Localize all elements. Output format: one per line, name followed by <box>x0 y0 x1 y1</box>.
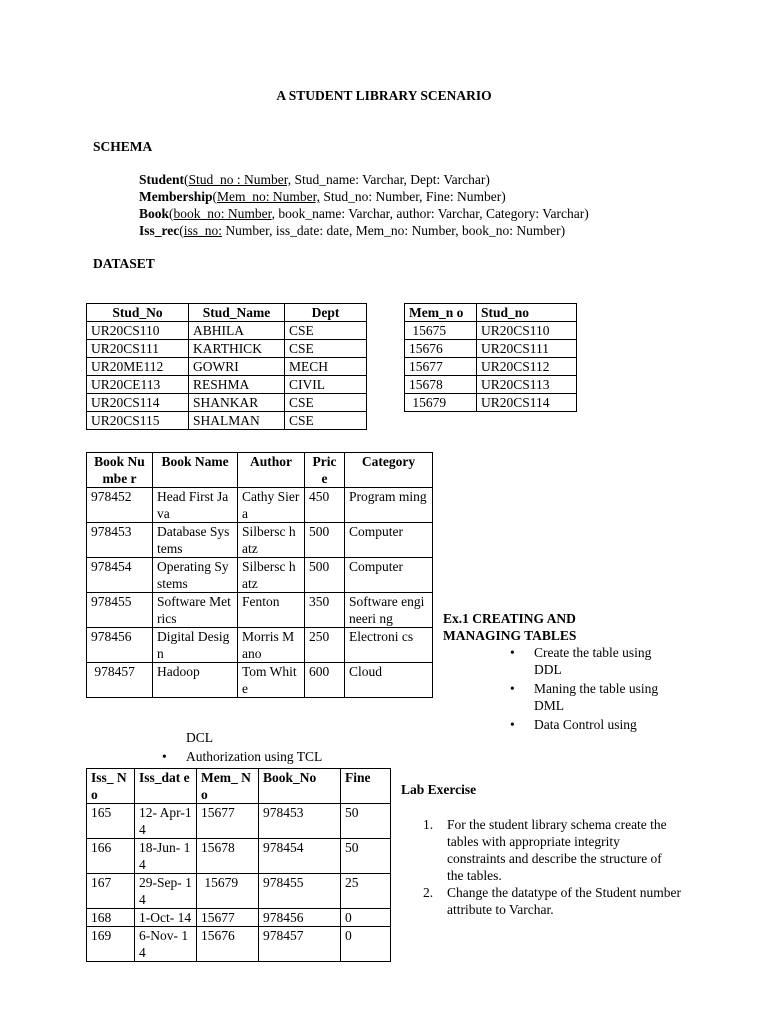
table-row <box>87 412 367 430</box>
table-cell: 50 <box>341 804 391 839</box>
table-cell: 15677 <box>405 358 477 376</box>
column-header: Stud_Name <box>189 304 285 322</box>
table-cell: ABHILA <box>189 322 285 340</box>
column-header: Book_No <box>259 769 341 804</box>
exercise1-bullet-after <box>158 748 398 765</box>
table-cell: Cloud <box>345 663 433 698</box>
table-cell: 6-Nov- 14 <box>135 927 197 962</box>
schema-line: Student(Stud_no : Number, Stud_name: Varchar, Dept: Varchar) <box>139 172 490 187</box>
table-cell: Computer <box>345 558 433 593</box>
column-header: Fine <box>341 769 391 804</box>
relation-name: Student <box>139 172 185 187</box>
table-cell: UR20CS115 <box>87 412 189 430</box>
table-row <box>405 376 577 394</box>
schema-line: Iss_rec(iss_no: Number, iss_date: date, Mem_no: Number, book_no: Number) <box>139 223 566 238</box>
item-text: Change the datatype of the Student number attribute to Varchar. <box>447 885 681 917</box>
lab-items <box>423 816 681 918</box>
table-cell: UR20CS114 <box>87 394 189 412</box>
table-cell: 15679 <box>405 394 477 412</box>
item-number: 2. <box>423 885 434 900</box>
table-cell: 978453 <box>259 804 341 839</box>
table-cell: UR20CS111 <box>87 340 189 358</box>
table-cell: Head First Java <box>153 488 238 523</box>
column-header: Mem_ No <box>197 769 259 804</box>
table-row <box>87 394 367 412</box>
table-cell: Program ming <box>345 488 433 523</box>
lab-heading: Lab Exercise <box>401 782 477 797</box>
relation-name: Book <box>139 206 170 221</box>
table-cell: CSE <box>285 322 367 340</box>
table-cell: RESHMA <box>189 376 285 394</box>
table-cell: 1-Oct- 14 <box>135 909 197 927</box>
table-header-row <box>87 453 433 488</box>
lab-item <box>423 816 681 884</box>
column-header: Mem_n o <box>405 304 477 322</box>
table-row <box>405 322 577 340</box>
table-cell: 978455 <box>259 874 341 909</box>
primary-key: iss_no: <box>183 223 223 238</box>
dataset-heading: DATASET <box>93 256 155 271</box>
table-cell: 978454 <box>259 839 341 874</box>
primary-key: Stud_no : Number, <box>188 172 292 187</box>
bullet-item: • Authorization using TCL <box>158 748 398 765</box>
table-cell: 250 <box>305 628 345 663</box>
primary-key: Mem_no: Number, <box>217 189 320 204</box>
column-header: Stud_No <box>87 304 189 322</box>
table-row <box>87 523 433 558</box>
table-cell: 168 <box>87 909 135 927</box>
attributes: Stud_name: Varchar, Dept: Varchar) <box>291 172 490 187</box>
table-cell: 978456 <box>259 909 341 927</box>
attributes: Number, iss_date: date, Mem_no: Number, book_no: Number) <box>222 223 566 238</box>
exercise1-bullets <box>506 644 676 735</box>
lab-item <box>423 884 681 918</box>
table-cell: 166 <box>87 839 135 874</box>
bullet-item: • Maning the table using DML <box>506 680 676 714</box>
table-cell: Hadoop <box>153 663 238 698</box>
table-cell: Software engineeri ng <box>345 593 433 628</box>
column-header: Dept <box>285 304 367 322</box>
table-header-row <box>405 304 577 322</box>
item-text: For the student library schema create the tables with appropriate integrity constraints and describe the structure of the tables. <box>447 817 667 883</box>
table-cell: 15679 <box>197 874 259 909</box>
table-cell: 15678 <box>405 376 477 394</box>
schema-line: Membership(Mem_no: Number, Stud_no: Number, Fine: Number) <box>139 189 506 204</box>
exercise1-heading <box>443 610 576 644</box>
table-cell: Software Metrics <box>153 593 238 628</box>
table-cell: SHALMAN <box>189 412 285 430</box>
table-cell: 29-Sep- 14 <box>135 874 197 909</box>
item-number: 1. <box>423 817 434 832</box>
column-header: Iss_dat e <box>135 769 197 804</box>
table-cell: 15677 <box>197 909 259 927</box>
table-cell: CSE <box>285 394 367 412</box>
relation-name: Membership <box>139 189 213 204</box>
table-cell: 978456 <box>87 628 153 663</box>
table-cell: 169 <box>87 927 135 962</box>
attributes: , book_name: Varchar, author: Varchar, Category: Varchar) <box>271 206 589 221</box>
table-cell: CSE <box>285 412 367 430</box>
table-cell: 50 <box>341 839 391 874</box>
schema-line: Book(book_no: Number, book_name: Varchar, author: Varchar, Category: Varchar) <box>139 206 589 221</box>
schema-heading: SCHEMA <box>93 139 153 154</box>
table-row <box>87 628 433 663</box>
table-cell: KARTHICK <box>189 340 285 358</box>
table-cell: 15677 <box>197 804 259 839</box>
table-cell: Silbersc hatz <box>238 558 305 593</box>
table-row <box>405 340 577 358</box>
table-cell: 450 <box>305 488 345 523</box>
table-row <box>87 909 391 927</box>
table-cell: 15676 <box>197 927 259 962</box>
table-cell: 978454 <box>87 558 153 593</box>
page-title: A STUDENT LIBRARY SCENARIO <box>276 88 492 103</box>
table-row <box>87 839 391 874</box>
issue-table <box>86 768 391 962</box>
student-table <box>86 303 367 430</box>
book-table <box>86 452 433 698</box>
bullet-item: • Data Control using <box>506 716 676 733</box>
table-cell: Fenton <box>238 593 305 628</box>
table-cell: 500 <box>305 558 345 593</box>
table-row <box>87 322 367 340</box>
table-cell: UR20CE113 <box>87 376 189 394</box>
table-cell: SHANKAR <box>189 394 285 412</box>
table-cell: 15676 <box>405 340 477 358</box>
table-row <box>87 488 433 523</box>
table-header-row <box>87 304 367 322</box>
bullet-item: • Create the table using DDL <box>506 644 676 678</box>
column-header: Stud_no <box>477 304 577 322</box>
table-cell: 0 <box>341 909 391 927</box>
column-header: Book Name <box>153 453 238 488</box>
table-row <box>87 663 433 698</box>
table-cell: UR20CS112 <box>477 358 577 376</box>
exercise1-continuation: DCL <box>186 730 213 745</box>
table-cell: CSE <box>285 340 367 358</box>
column-header: Author <box>238 453 305 488</box>
primary-key: book_no: Number <box>173 206 272 221</box>
table-cell: 15675 <box>405 322 477 340</box>
table-cell: Database Systems <box>153 523 238 558</box>
table-cell: Electroni cs <box>345 628 433 663</box>
table-cell: 978457 <box>87 663 153 698</box>
table-row <box>405 394 577 412</box>
table-cell: UR20CS110 <box>477 322 577 340</box>
table-cell: 600 <box>305 663 345 698</box>
exercise1-heading-line1: Ex.1 CREATING AND <box>443 611 576 626</box>
table-cell: 18-Jun- 14 <box>135 839 197 874</box>
table-row <box>87 593 433 628</box>
column-header: Category <box>345 453 433 488</box>
table-cell: 0 <box>341 927 391 962</box>
table-cell: 978452 <box>87 488 153 523</box>
table-cell: 15678 <box>197 839 259 874</box>
table-cell: UR20CS113 <box>477 376 577 394</box>
table-row <box>87 804 391 839</box>
attributes: Stud_no: Number, Fine: Number) <box>319 189 506 204</box>
column-header: Iss_ No <box>87 769 135 804</box>
table-row <box>87 376 367 394</box>
table-cell: Computer <box>345 523 433 558</box>
table-cell: Operating Systems <box>153 558 238 593</box>
table-header-row <box>87 769 391 804</box>
table-cell: UR20CS110 <box>87 322 189 340</box>
table-cell: CIVIL <box>285 376 367 394</box>
table-cell: GOWRI <box>189 358 285 376</box>
table-row <box>87 927 391 962</box>
table-cell: 165 <box>87 804 135 839</box>
table-cell: UR20CS111 <box>477 340 577 358</box>
table-cell: UR20ME112 <box>87 358 189 376</box>
exercise1-heading-line2: MANAGING TABLES <box>443 628 577 643</box>
table-cell: 12- Apr-14 <box>135 804 197 839</box>
relation-name: Iss_rec <box>139 223 180 238</box>
table-cell: Tom White <box>238 663 305 698</box>
table-cell: MECH <box>285 358 367 376</box>
membership-table <box>404 303 577 412</box>
table-row <box>87 558 433 593</box>
column-header: Pric e <box>305 453 345 488</box>
table-cell: Silbersc hatz <box>238 523 305 558</box>
table-cell: 978457 <box>259 927 341 962</box>
table-row <box>87 340 367 358</box>
table-cell: 978453 <box>87 523 153 558</box>
table-cell: Morris Mano <box>238 628 305 663</box>
column-header: Book Numbe r <box>87 453 153 488</box>
table-cell: 167 <box>87 874 135 909</box>
table-cell: 25 <box>341 874 391 909</box>
table-cell: 350 <box>305 593 345 628</box>
table-row <box>87 358 367 376</box>
table-cell: 500 <box>305 523 345 558</box>
table-cell: Cathy Siera <box>238 488 305 523</box>
table-cell: UR20CS114 <box>477 394 577 412</box>
table-row <box>87 874 391 909</box>
table-row <box>405 358 577 376</box>
table-cell: Digital Design <box>153 628 238 663</box>
table-cell: 978455 <box>87 593 153 628</box>
